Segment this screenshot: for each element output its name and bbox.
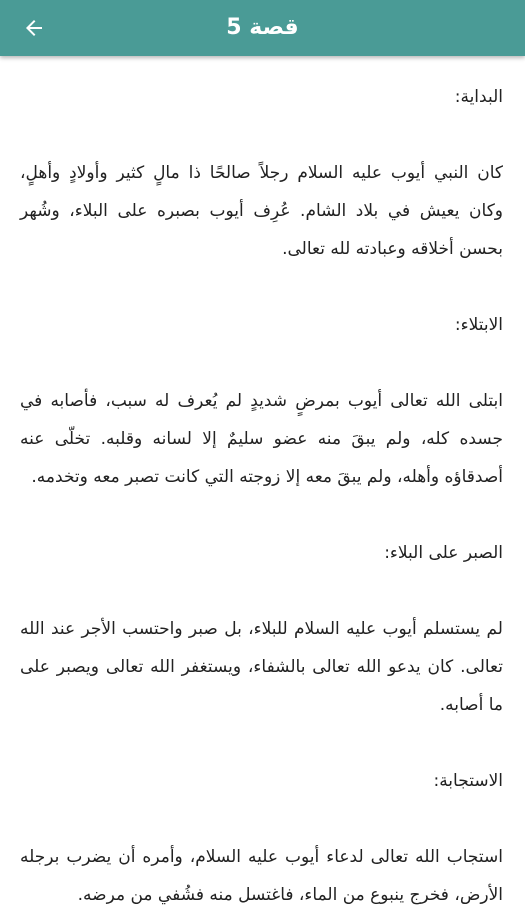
section-text: كان النبي أيوب عليه السلام رجلاً صالحًا ذا مالٍ كثير وأولادٍ وأهلٍ، وكان يعيش في بلاد الشام. عُرِف أيوب بصبره على البلاء، وشُهر بحسن أخلاقه وعبادته لله تعالى. bbox=[20, 163, 503, 259]
section-heading: الابتلاء: bbox=[454, 315, 503, 335]
page-title: قصة 5 bbox=[226, 15, 299, 40]
section-heading: الاستجابة: bbox=[433, 771, 503, 791]
app-bar bbox=[0, 0, 525, 56]
story-section bbox=[20, 534, 503, 724]
story-content bbox=[0, 56, 525, 905]
section-text: ابتلى الله تعالى أيوب بمرضٍ شديدٍ لم يُعرف له سبب، فأصابه في جسده كله، ولم يبقَ منه عضو سليمٌ إلا لسانه وقلبه. تخلّى عنه أصدقاؤه وأهله، ولم يبقَ معه إلا زوجته التي كانت تصبر معه وتخدمه. bbox=[20, 391, 503, 487]
story-section bbox=[20, 306, 503, 496]
section-heading: البداية: bbox=[454, 87, 503, 107]
section-heading: الصبر على البلاء: bbox=[384, 543, 503, 563]
section-text: استجاب الله تعالى لدعاء أيوب عليه السلام، وأمره أن يضرب برجله الأرض، فخرج ينبوع من الماء، فاغتسل منه فشُفي من مرضه. bbox=[20, 847, 503, 905]
story-section bbox=[20, 78, 503, 268]
section-text: لم يستسلم أيوب عليه السلام للبلاء، بل صبر واحتسب الأجر عند الله تعالى. كان يدعو الله تعالى بالشفاء، ويستغفر الله تعالى ويصبر على ما أصابه. bbox=[20, 619, 503, 715]
story-section bbox=[20, 762, 503, 914]
